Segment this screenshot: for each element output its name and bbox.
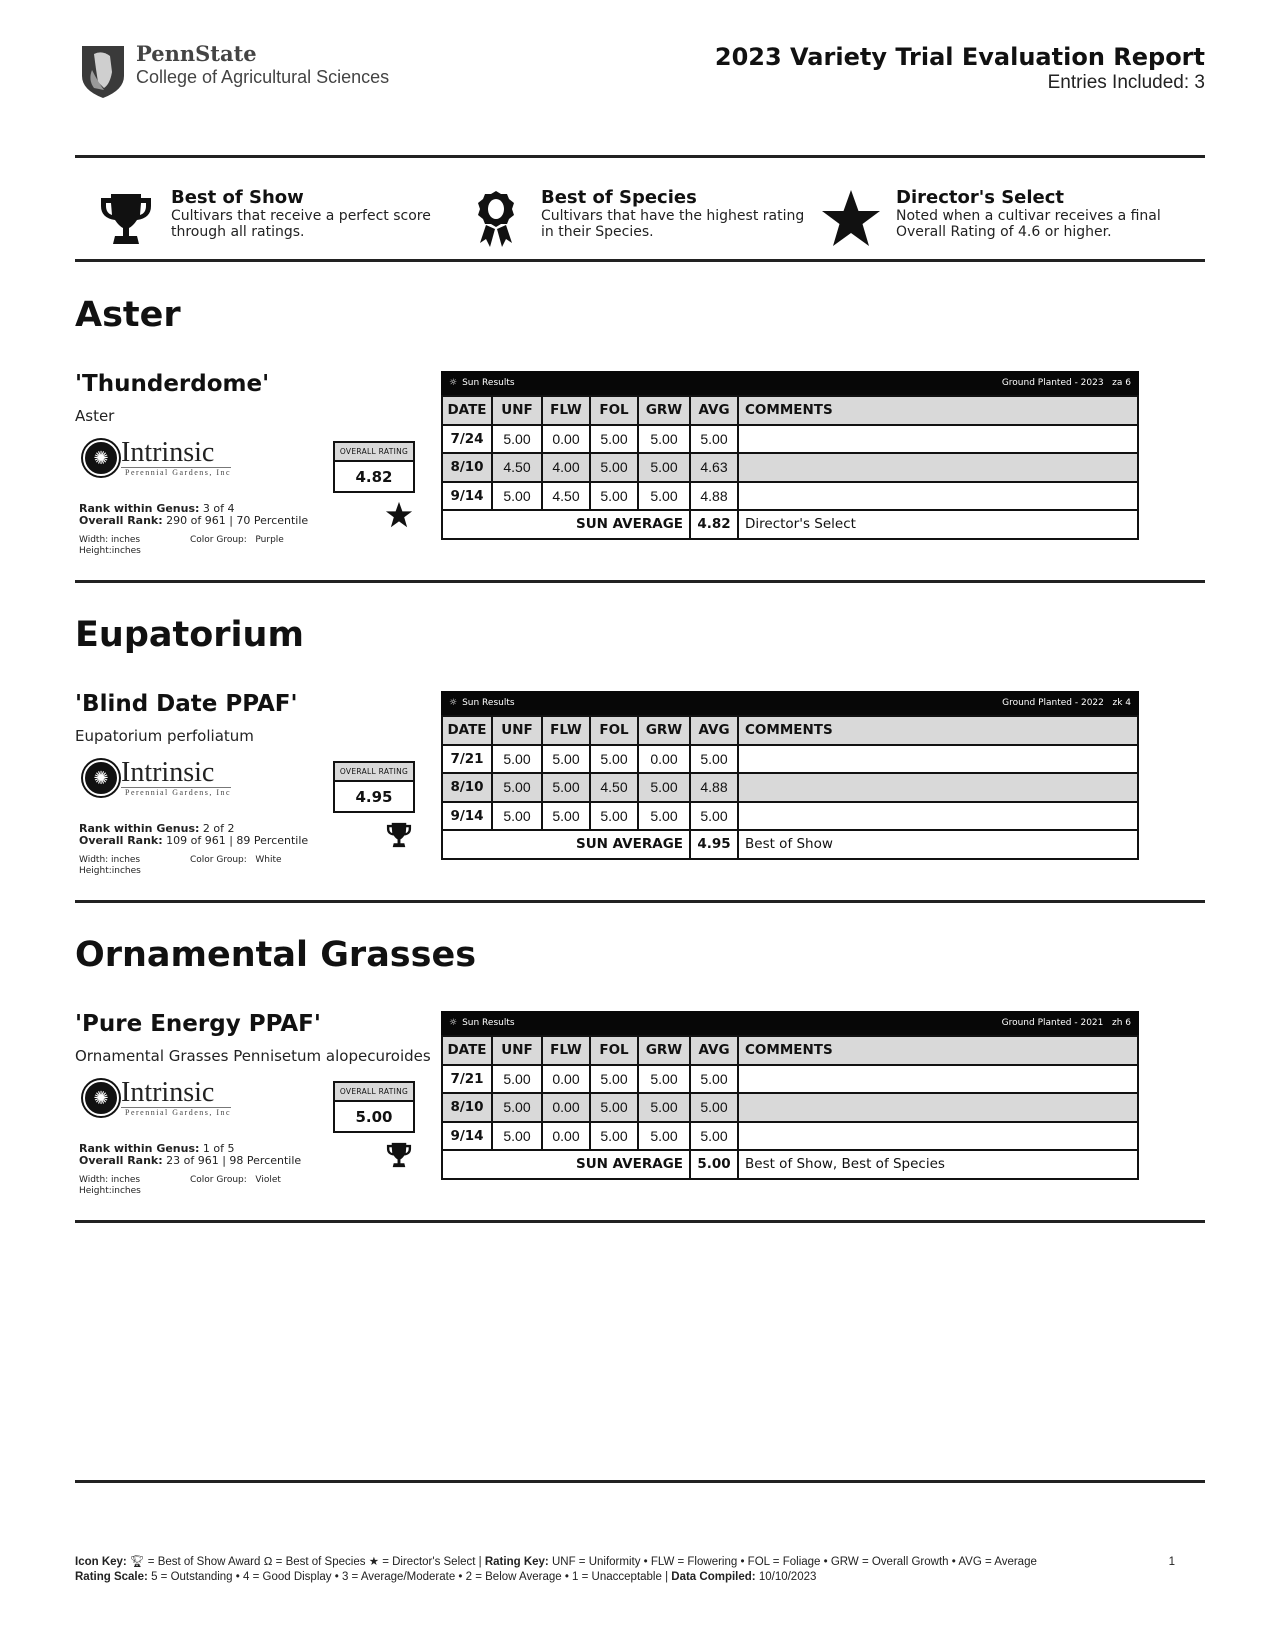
height-value: Height:inches: [79, 866, 141, 876]
legend-title: Best of Species: [541, 187, 697, 208]
cell-flw: 5.00: [542, 773, 590, 802]
color-group-label: Color Group:: [190, 855, 247, 865]
cell-unf: 5.00: [492, 425, 542, 454]
column-header-flw: FLW: [542, 1036, 590, 1065]
sun-results-label: Sun Results: [462, 1018, 515, 1028]
width-value: Width: inches: [79, 1175, 141, 1185]
legend-desc: Overall Rating of 4.6 or higher.: [896, 224, 1112, 240]
brand-name: Intrinsic: [121, 1077, 215, 1108]
icon-key-label: Icon Key:: [75, 1556, 127, 1568]
sun-average-value: 5.00: [690, 1150, 738, 1179]
column-header-fol: FOL: [590, 1036, 638, 1065]
color-group: Violet: [255, 1175, 281, 1185]
footer-key: [75, 1555, 1205, 1585]
trophy-icon: [97, 190, 155, 248]
cell-date: 8/10: [442, 773, 492, 802]
cultivar-name: 'Thunderdome': [75, 371, 270, 397]
cell-date: 8/10: [442, 453, 492, 482]
report-title: 2023 Variety Trial Evaluation Report: [714, 43, 1205, 71]
cell-unf: 5.00: [492, 1122, 542, 1151]
color-group-label: Color Group:: [190, 1175, 247, 1185]
org-subtitle: College of Agricultural Sciences: [136, 67, 390, 87]
legend-directors-select: [820, 188, 1161, 250]
column-header-grw: GRW: [638, 716, 690, 745]
overall-rating-value: 4.95: [355, 788, 393, 806]
species-name: Eupatorium perfoliatum: [75, 727, 254, 745]
sun-average-value: 4.95: [690, 830, 738, 859]
zone: za 6: [1112, 378, 1131, 388]
overall-rank: 290 of 961 | 70 Percentile: [166, 514, 309, 527]
sun-icon: ☼: [449, 1018, 458, 1028]
cell-comment: [738, 1093, 1138, 1122]
overall-rating-label: OVERALL RATING: [335, 763, 413, 782]
cell-avg: 5.00: [690, 745, 738, 774]
sun-icon: ☼: [449, 698, 458, 708]
column-header-date: DATE: [442, 396, 492, 425]
legend-desc: Cultivars that receive a perfect score: [171, 208, 431, 224]
icon-key-trophy: = Best of Show Award: [147, 1556, 261, 1568]
cell-flw: 0.00: [542, 425, 590, 454]
sun-average-label: SUN AVERAGE: [442, 1150, 690, 1179]
color-group: Purple: [255, 535, 284, 545]
sun-results-label: Sun Results: [462, 698, 515, 708]
column-header-unf: UNF: [492, 716, 542, 745]
overall-rating-label: OVERALL RATING: [335, 443, 413, 462]
table-row: [442, 482, 1138, 511]
cell-flw: 5.00: [542, 745, 590, 774]
legend-title: Best of Show: [171, 187, 304, 208]
cell-comment: [738, 453, 1138, 482]
sun-average-value: 4.82: [690, 510, 738, 539]
cell-date: 8/10: [442, 1093, 492, 1122]
intrinsic-logo: [83, 1079, 231, 1117]
column-header-grw: GRW: [638, 1036, 690, 1065]
rank-within-genus: 3 of 4: [202, 502, 235, 515]
cell-fol: 5.00: [590, 802, 638, 831]
sun-average-row: [442, 1150, 1138, 1179]
overall-rank-label: Overall Rank:: [79, 834, 163, 847]
report-header: [75, 42, 1205, 112]
page-number: 1: [1168, 1556, 1175, 1568]
column-header-avg: AVG: [690, 716, 738, 745]
column-header-fol: FOL: [590, 396, 638, 425]
cell-unf: 5.00: [492, 482, 542, 511]
brand-name: Intrinsic: [121, 437, 215, 468]
legend-best-of-show: [95, 188, 431, 250]
legend-best-of-species: [465, 188, 804, 250]
rank-genus-label: Rank within Genus:: [79, 502, 200, 515]
divider: [75, 259, 1205, 262]
genus-heading: Eupatorium: [75, 615, 304, 655]
column-header-comments: COMMENTS: [738, 716, 1138, 745]
zone: zh 6: [1111, 1018, 1131, 1028]
sun-average-comment: Best of Show, Best of Species: [738, 1150, 1138, 1179]
cell-comment: [738, 802, 1138, 831]
org-name: PennState: [136, 41, 257, 66]
overall-rank-label: Overall Rank:: [79, 1154, 163, 1167]
cultivar-entry: [75, 1011, 1205, 1201]
trophy-icon: [385, 1141, 413, 1169]
overall-rank: 109 of 961 | 89 Percentile: [166, 834, 309, 847]
width-value: Width: inches: [79, 855, 141, 865]
cell-flw: 0.00: [542, 1122, 590, 1151]
genus-heading: Ornamental Grasses: [75, 935, 477, 975]
cell-comment: [738, 773, 1138, 802]
cell-grw: 5.00: [638, 453, 690, 482]
trophy-icon: [385, 821, 413, 849]
sun-results-label: Sun Results: [462, 378, 515, 388]
rating-key: UNF = Uniformity • FLW = Flowering • FOL = Foliage • GRW = Overall Growth • AVG = Average: [551, 1556, 1037, 1568]
brand-sub: Perennial Gardens, Inc: [121, 787, 231, 797]
data-compiled: 10/10/2023: [758, 1571, 817, 1583]
height-value: Height:inches: [79, 546, 141, 556]
column-header-date: DATE: [442, 716, 492, 745]
brand-sub: Perennial Gardens, Inc: [121, 467, 231, 477]
column-header-date: DATE: [442, 1036, 492, 1065]
cell-flw: 4.00: [542, 453, 590, 482]
cell-grw: 5.00: [638, 425, 690, 454]
table-row: [442, 1093, 1138, 1122]
table-row: [442, 773, 1138, 802]
cell-fol: 5.00: [590, 1065, 638, 1094]
cell-fol: 5.00: [590, 482, 638, 511]
cell-date: 9/14: [442, 482, 492, 511]
cell-grw: 5.00: [638, 802, 690, 831]
pennstate-logo: [80, 42, 389, 100]
color-group: White: [255, 855, 282, 865]
cell-date: 7/21: [442, 1065, 492, 1094]
sun-average-comment: Director's Select: [738, 510, 1138, 539]
cell-avg: 4.63: [690, 453, 738, 482]
cell-comment: [738, 1122, 1138, 1151]
trophy-icon: 🏆︎: [129, 1556, 145, 1568]
overall-rating-box: [333, 761, 415, 813]
ribbon-icon: Ω: [263, 1556, 273, 1568]
table-row: [442, 1065, 1138, 1094]
intrinsic-logo: [83, 759, 231, 797]
cell-date: 9/14: [442, 1122, 492, 1151]
species-name: Ornamental Grasses Pennisetum alopecuroides: [75, 1047, 431, 1065]
cell-grw: 5.00: [638, 482, 690, 511]
star-icon: [385, 501, 413, 529]
divider: [75, 155, 1205, 158]
palm-tree-icon: ✺: [83, 760, 119, 796]
divider: [75, 900, 1205, 903]
legend-title: Director's Select: [896, 187, 1065, 208]
planting-info: Ground Planted - 2022: [1002, 698, 1104, 708]
overall-rating-box: [333, 1081, 415, 1133]
cell-comment: [738, 1065, 1138, 1094]
cell-date: 7/21: [442, 745, 492, 774]
sun-results-table: [441, 371, 1139, 540]
cell-unf: 5.00: [492, 1093, 542, 1122]
divider: [75, 580, 1205, 583]
star-icon: [820, 188, 882, 250]
overall-rating-value: 5.00: [355, 1108, 393, 1126]
cell-fol: 5.00: [590, 1122, 638, 1151]
cell-fol: 4.50: [590, 773, 638, 802]
cell-avg: 5.00: [690, 425, 738, 454]
overall-rating-box: [333, 441, 415, 493]
icon-key-ribbon: = Best of Species: [275, 1556, 366, 1568]
cell-unf: 5.00: [492, 773, 542, 802]
palm-tree-icon: ✺: [83, 1080, 119, 1116]
cell-fol: 5.00: [590, 453, 638, 482]
cell-unf: 5.00: [492, 1065, 542, 1094]
rating-key-label: Rating Key:: [484, 1556, 549, 1568]
entries-included: Entries Included: 3: [1047, 72, 1205, 93]
nittany-lion-shield-icon: [80, 42, 126, 100]
cell-fol: 5.00: [590, 425, 638, 454]
species-name: Aster: [75, 407, 115, 425]
overall-rank-label: Overall Rank:: [79, 514, 163, 527]
palm-tree-icon: ✺: [83, 440, 119, 476]
award-legend: [75, 180, 1205, 260]
overall-rating-label: OVERALL RATING: [335, 1083, 413, 1102]
table-row: [442, 453, 1138, 482]
brand-name: Intrinsic: [121, 757, 215, 788]
width-value: Width: inches: [79, 535, 141, 545]
cell-flw: 4.50: [542, 482, 590, 511]
planting-info: Ground Planted - 2023: [1001, 378, 1104, 388]
sun-average-label: SUN AVERAGE: [442, 830, 690, 859]
data-compiled-label: Data Compiled:: [671, 1571, 756, 1583]
sun-average-label: SUN AVERAGE: [442, 510, 690, 539]
column-header-avg: AVG: [690, 396, 738, 425]
table-row: [442, 802, 1138, 831]
cell-comment: [738, 425, 1138, 454]
divider: [75, 1220, 1205, 1223]
sun-results-table: [441, 1011, 1139, 1180]
ribbon-icon: [476, 189, 516, 249]
sun-icon: ☼: [449, 378, 458, 388]
genus-heading: Aster: [75, 295, 181, 335]
cell-comment: [738, 482, 1138, 511]
brand-sub: Perennial Gardens, Inc: [121, 1107, 231, 1117]
cell-grw: 5.00: [638, 1122, 690, 1151]
table-row: [442, 745, 1138, 774]
rank-genus-label: Rank within Genus:: [79, 822, 200, 835]
column-header-flw: FLW: [542, 396, 590, 425]
color-group-label: Color Group:: [190, 535, 247, 545]
column-header-grw: GRW: [638, 396, 690, 425]
cultivar-name: 'Pure Energy PPAF': [75, 1011, 321, 1037]
divider: [75, 1480, 1205, 1483]
rank-within-genus: 1 of 5: [202, 1142, 235, 1155]
column-header-avg: AVG: [690, 1036, 738, 1065]
rank-within-genus: 2 of 2: [202, 822, 235, 835]
cell-unf: 5.00: [492, 745, 542, 774]
cell-fol: 5.00: [590, 745, 638, 774]
column-header-comments: COMMENTS: [738, 1036, 1138, 1065]
cell-avg: 4.88: [690, 773, 738, 802]
overall-rank: 23 of 961 | 98 Percentile: [166, 1154, 302, 1167]
sun-average-row: [442, 830, 1138, 859]
cell-grw: 5.00: [638, 1065, 690, 1094]
cell-avg: 5.00: [690, 1122, 738, 1151]
cell-grw: 0.00: [638, 745, 690, 774]
cell-avg: 5.00: [690, 1065, 738, 1094]
cell-grw: 5.00: [638, 1093, 690, 1122]
table-row: [442, 425, 1138, 454]
cell-flw: 5.00: [542, 802, 590, 831]
cell-flw: 0.00: [542, 1093, 590, 1122]
legend-desc: Noted when a cultivar receives a final: [896, 208, 1161, 224]
sun-average-row: [442, 510, 1138, 539]
rating-scale: 5 = Outstanding • 4 = Good Display • 3 = Average/Moderate • 2 = Below Average • 1 = Unacceptable |: [151, 1571, 669, 1583]
cell-flw: 0.00: [542, 1065, 590, 1094]
height-value: Height:inches: [79, 1186, 141, 1196]
icon-key-star: = Director's Select |: [382, 1556, 482, 1568]
cultivar-entry: [75, 371, 1205, 561]
table-row: [442, 1122, 1138, 1151]
cell-avg: 4.88: [690, 482, 738, 511]
cell-avg: 5.00: [690, 802, 738, 831]
star-icon: ★: [368, 1556, 379, 1568]
cultivar-name: 'Blind Date PPAF': [75, 691, 298, 717]
sun-results-table: [441, 691, 1139, 860]
zone: zk 4: [1112, 698, 1131, 708]
cell-date: 9/14: [442, 802, 492, 831]
column-header-unf: UNF: [492, 396, 542, 425]
column-header-fol: FOL: [590, 716, 638, 745]
legend-desc: in their Species.: [541, 224, 654, 240]
column-header-unf: UNF: [492, 1036, 542, 1065]
cell-fol: 5.00: [590, 1093, 638, 1122]
rating-scale-label: Rating Scale:: [75, 1571, 148, 1583]
legend-desc: through all ratings.: [171, 224, 305, 240]
column-header-comments: COMMENTS: [738, 396, 1138, 425]
column-header-flw: FLW: [542, 716, 590, 745]
cell-unf: 4.50: [492, 453, 542, 482]
sun-average-comment: Best of Show: [738, 830, 1138, 859]
cell-grw: 5.00: [638, 773, 690, 802]
cell-date: 7/24: [442, 425, 492, 454]
cell-comment: [738, 745, 1138, 774]
planting-info: Ground Planted - 2021: [1001, 1018, 1104, 1028]
cell-avg: 5.00: [690, 1093, 738, 1122]
cell-unf: 5.00: [492, 802, 542, 831]
cultivar-entry: [75, 691, 1205, 881]
legend-desc: Cultivars that have the highest rating: [541, 208, 805, 224]
intrinsic-logo: [83, 439, 231, 477]
overall-rating-value: 4.82: [355, 468, 393, 486]
rank-genus-label: Rank within Genus:: [79, 1142, 200, 1155]
